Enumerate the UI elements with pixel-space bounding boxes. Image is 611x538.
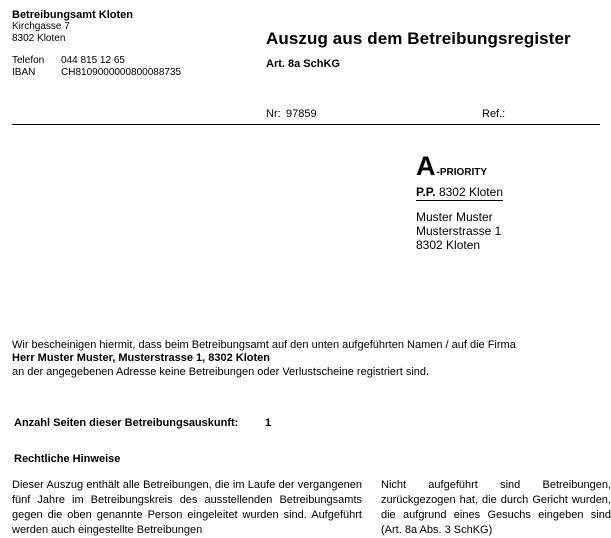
iban-label: IBAN [12, 67, 36, 78]
a-priority-label: -PRIORITY [436, 167, 488, 178]
a-priority-mark [416, 153, 487, 180]
document-title: Auszug aus dem Betreibungsregister [266, 29, 571, 48]
statement-subject: Herr Muster Muster, Musterstrasse 1, 8302 Kloten [12, 352, 270, 364]
iban-number: CH8109000000800088735 [61, 67, 182, 78]
legal-notes-left-text: Dieser Auszug enthält alle Betreibungen, die im Laufe der vergangenen fünf Jahre im Betreibungskreis des ausstellenden Betreibungsamts gegen die oben genannte Person eingeleitet wurden sind. Aufgeführt werden auch eingestellte Betreibungen [12, 479, 362, 536]
a-priority-letter: A [416, 151, 436, 181]
office-city: 8302 Kloten [12, 33, 66, 44]
office-street: Kirchgasse 7 [12, 21, 70, 32]
legal-notes-right-column [381, 478, 611, 536]
pp-place: 8302 Kloten [438, 185, 503, 199]
document-subtitle: Art. 8a SchKG [266, 58, 340, 70]
statement-line-1: Wir bescheinigen hiermit, dass beim Betreibungsamt auf den unten aufgeführten Namen / auf die Firma [12, 339, 516, 351]
nr-label: Nr: [266, 108, 281, 120]
pp-label: P.P. [416, 185, 436, 199]
pp-line [416, 185, 503, 201]
header-divider [12, 124, 600, 125]
page-count-value: 1 [265, 417, 272, 429]
phone-number: 044 815 12 65 [61, 55, 125, 66]
ref-label: Ref.: [482, 108, 506, 120]
recipient-name: Muster Muster [416, 210, 493, 224]
page-count-label: Anzahl Seiten dieser Betreibungsauskunft: [14, 417, 239, 429]
legal-notes-heading: Rechtliche Hinweise [14, 453, 121, 465]
recipient-city: 8302 Kloten [416, 238, 481, 252]
statement-line-3: an der angegebenen Adresse keine Betreibungen oder Verlustscheine registriert sind. [12, 366, 430, 378]
nr-value: 97859 [286, 108, 317, 120]
legal-notes-right-text: Nicht aufgeführt sind Betreibungen, zurückgezogen hat, die durch Gericht wurden, die aufgrund eines Gesuchs eingeben sind (Art. 8a Abs. 3 SchKG) [381, 479, 611, 536]
recipient-street: Musterstrasse 1 [416, 224, 502, 238]
office-name: Betreibungsamt Kloten [12, 9, 134, 21]
legal-notes-left-column [12, 478, 362, 536]
phone-label: Telefon [12, 55, 45, 66]
